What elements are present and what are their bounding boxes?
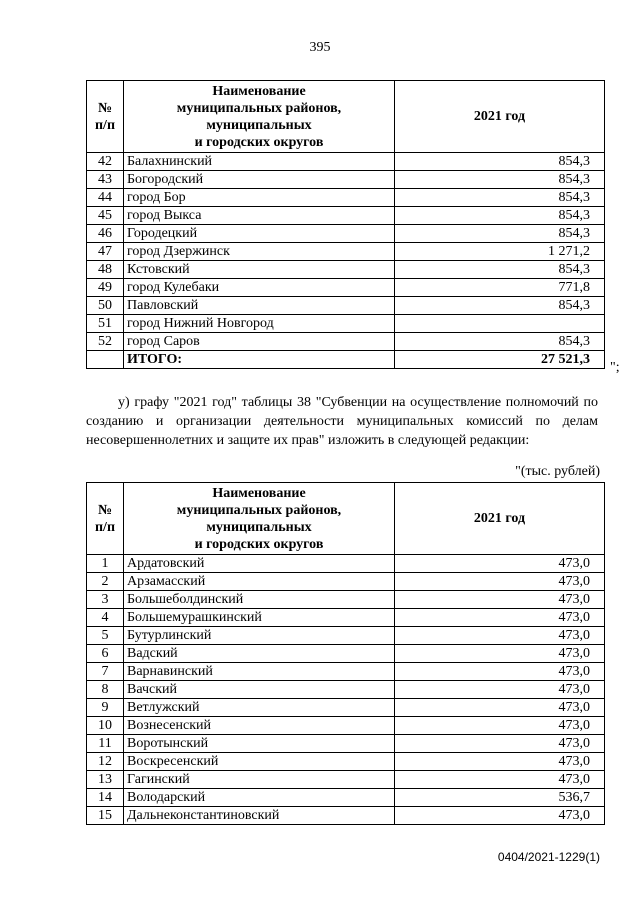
district-name: Вадский	[124, 645, 395, 663]
row-number: 11	[87, 735, 124, 753]
row-number: 7	[87, 663, 124, 681]
total-num-cell	[87, 351, 124, 369]
amount-value: 854,3	[395, 261, 605, 279]
table-row	[87, 771, 605, 789]
row-number: 1	[87, 555, 124, 573]
row-number: 3	[87, 591, 124, 609]
row-number: 44	[87, 189, 124, 207]
table-row	[87, 717, 605, 735]
amount-value: 854,3	[395, 171, 605, 189]
table-row	[87, 573, 605, 591]
amount-value: 473,0	[395, 627, 605, 645]
document-code: 0404/2021-1229(1)	[497, 850, 600, 864]
district-name: город Кулебаки	[124, 279, 395, 297]
amount-value: 536,7	[395, 789, 605, 807]
row-number: 45	[87, 207, 124, 225]
district-name: Городецкий	[124, 225, 395, 243]
district-name: Воскресенский	[124, 753, 395, 771]
table-row	[87, 663, 605, 681]
district-name: Большемурашкинский	[124, 609, 395, 627]
district-name: Балахнинский	[124, 153, 395, 171]
amount-value: 473,0	[395, 681, 605, 699]
row-number: 6	[87, 645, 124, 663]
district-name: Вачский	[124, 681, 395, 699]
amount-value: 854,3	[395, 297, 605, 315]
page-number: 395	[309, 40, 331, 55]
district-name: город Саров	[124, 333, 395, 351]
total-label: ИТОГО:	[124, 351, 395, 369]
table-row	[87, 207, 605, 225]
row-number: 8	[87, 681, 124, 699]
table-header-row	[87, 483, 605, 555]
row-number: 50	[87, 297, 124, 315]
amendment-paragraph: у) графу "2021 год" таблицы 38 "Субвенции на осуществление полномочий по созданию и организации деятельности муниципальных комиссий по делам несовершеннолетних и защите их прав" изложить в следующей редакции:	[86, 395, 598, 448]
table-row	[87, 225, 605, 243]
district-name: город Нижний Новгород	[124, 315, 395, 333]
row-number: 4	[87, 609, 124, 627]
table-header-row	[87, 81, 605, 153]
district-name: Богородский	[124, 171, 395, 189]
district-name: Дальнеконстантиновский	[124, 807, 395, 825]
amount-value: 473,0	[395, 591, 605, 609]
closing-quote: ";	[610, 360, 620, 375]
amount-value: 473,0	[395, 753, 605, 771]
amount-value: 473,0	[395, 807, 605, 825]
district-name: Бутурлинский	[124, 627, 395, 645]
row-number: 9	[87, 699, 124, 717]
table-row	[87, 243, 605, 261]
table-row	[87, 555, 605, 573]
district-name: Ардатовский	[124, 555, 395, 573]
amount-value: 1 271,2	[395, 243, 605, 261]
district-name: Арзамасский	[124, 573, 395, 591]
col-year-header: 2021 год	[395, 81, 605, 153]
table-row	[87, 807, 605, 825]
table-row	[87, 171, 605, 189]
amount-value: 473,0	[395, 555, 605, 573]
amount-value: 854,3	[395, 153, 605, 171]
table-row	[87, 315, 605, 333]
table-row	[87, 681, 605, 699]
table-row	[87, 627, 605, 645]
row-number: 12	[87, 753, 124, 771]
table-row	[87, 699, 605, 717]
table-row	[87, 279, 605, 297]
table-row	[87, 297, 605, 315]
row-number: 51	[87, 315, 124, 333]
amount-value: 473,0	[395, 609, 605, 627]
table-row	[87, 735, 605, 753]
amount-value: 771,8	[395, 279, 605, 297]
amount-value: 473,0	[395, 699, 605, 717]
table-row	[87, 153, 605, 171]
district-name: Павловский	[124, 297, 395, 315]
amount-value: 473,0	[395, 573, 605, 591]
row-number: 46	[87, 225, 124, 243]
district-name: город Выкса	[124, 207, 395, 225]
amount-value: 854,3	[395, 189, 605, 207]
row-number: 48	[87, 261, 124, 279]
table-row	[87, 591, 605, 609]
col-year-header: 2021 год	[395, 483, 605, 555]
district-name: Большеболдинский	[124, 591, 395, 609]
district-name: город Дзержинск	[124, 243, 395, 261]
col-name-header: Наименование муниципальных районов, муниципальных и городских округов	[124, 81, 395, 153]
table-row	[87, 753, 605, 771]
table-row	[87, 789, 605, 807]
row-number: 47	[87, 243, 124, 261]
table-row	[87, 189, 605, 207]
row-number: 5	[87, 627, 124, 645]
amount-value: 473,0	[395, 645, 605, 663]
amount-value: 854,3	[395, 225, 605, 243]
district-name: Варнавинский	[124, 663, 395, 681]
amount-value: 473,0	[395, 771, 605, 789]
row-number: 14	[87, 789, 124, 807]
row-number: 52	[87, 333, 124, 351]
amount-value: 473,0	[395, 717, 605, 735]
unit-label: "(тыс. рублей)	[515, 464, 600, 479]
table-row	[87, 333, 605, 351]
allocation-table-38	[86, 482, 605, 825]
amount-value: 473,0	[395, 735, 605, 753]
table-body	[87, 153, 605, 351]
total-value: 27 521,3	[395, 351, 605, 369]
district-name: Володарский	[124, 789, 395, 807]
col-name-header: Наименование муниципальных районов, муниципальных и городских округов	[124, 483, 395, 555]
amount-value	[395, 315, 605, 333]
table-row	[87, 645, 605, 663]
col-num-header: № п/п	[87, 81, 124, 153]
row-number: 2	[87, 573, 124, 591]
amount-value: 473,0	[395, 663, 605, 681]
row-number: 10	[87, 717, 124, 735]
row-number: 15	[87, 807, 124, 825]
amount-value: 854,3	[395, 207, 605, 225]
row-number: 42	[87, 153, 124, 171]
table-row	[87, 609, 605, 627]
row-number: 13	[87, 771, 124, 789]
total-row	[87, 351, 605, 369]
allocation-table-38-continued	[86, 80, 605, 369]
amount-value: 854,3	[395, 333, 605, 351]
table-body	[87, 555, 605, 825]
table-row	[87, 261, 605, 279]
district-name: Кстовский	[124, 261, 395, 279]
district-name: город Бор	[124, 189, 395, 207]
district-name: Гагинский	[124, 771, 395, 789]
district-name: Ветлужский	[124, 699, 395, 717]
district-name: Вознесенский	[124, 717, 395, 735]
col-num-header: № п/п	[87, 483, 124, 555]
row-number: 43	[87, 171, 124, 189]
row-number: 49	[87, 279, 124, 297]
district-name: Воротынский	[124, 735, 395, 753]
